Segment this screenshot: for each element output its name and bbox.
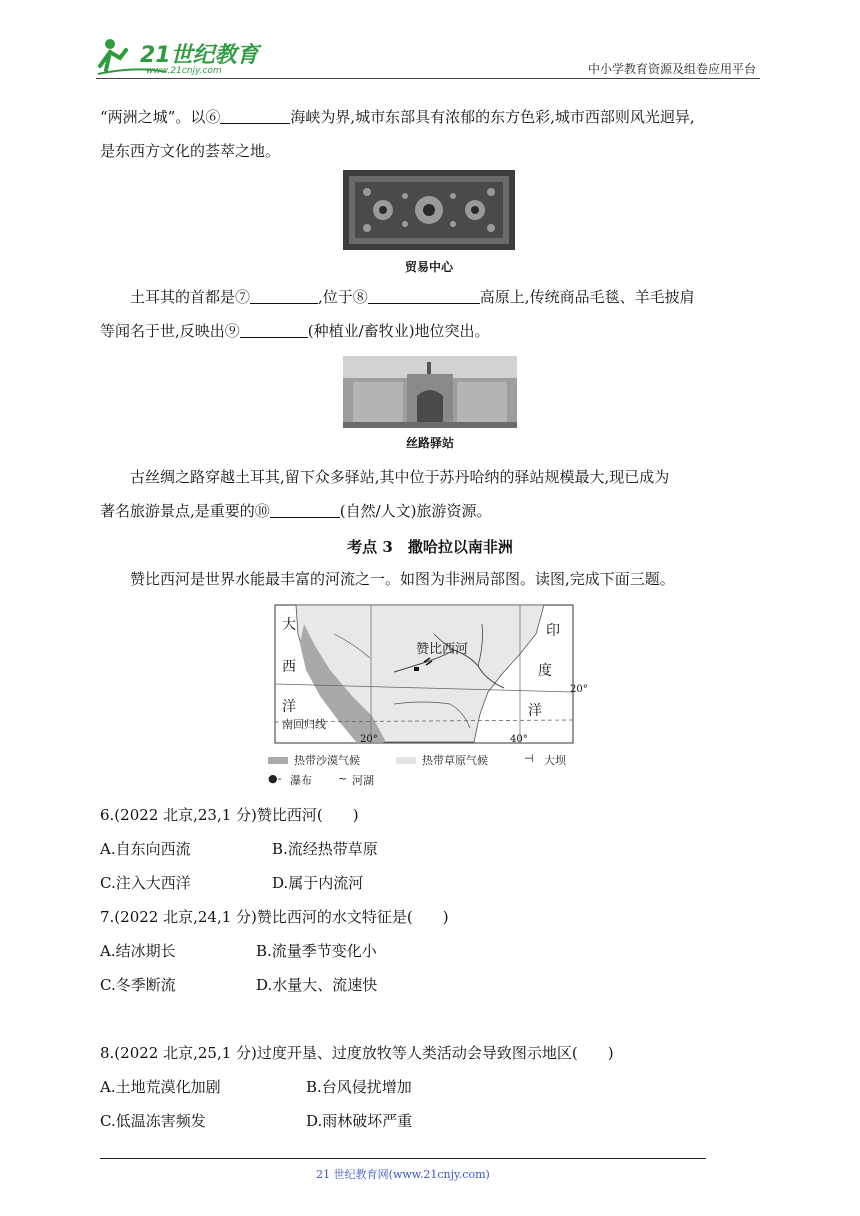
option-7a[interactable]: A.结冰期长 [100,942,176,960]
para-text: 高原上,传统商品毛毯、羊毛披肩 [479,288,695,306]
para-text: 古丝绸之路穿越土耳其,留下众多驿站,其中位于苏丹哈纳的驿站规模最大,现已成为 [130,468,670,486]
map-label-river: 赞比西河 [416,642,469,657]
legend-savanna-swatch [396,757,416,764]
paragraph-istanbul [100,100,764,168]
blank-8[interactable] [368,288,480,304]
map-legend [268,752,588,792]
para-text: 赞比西河是世界水能最丰富的河流之一。如图为非洲局部图。读图,完成下面三题。 [130,570,675,588]
map-label-indian: 洋 [528,703,542,719]
legend-savanna: 热带草原气候 [422,754,488,767]
figure-caption-trade: 贸易中心 [404,260,453,274]
map-label-lon20: 20° [360,734,378,745]
paragraph-silkroad [100,460,764,494]
option-8d[interactable]: D.雨林破坏严重 [306,1112,413,1130]
section-title: 考点 3 撒哈拉以南非洲 [347,538,513,556]
blank-6[interactable] [220,108,290,124]
para-text: 海峡为界,城市东部具有浓郁的东方色彩,城市西部则风光迥异, [290,108,695,126]
legend-desert-swatch [268,757,288,764]
option-7c[interactable]: C.冬季断流 [100,976,176,994]
option-6d[interactable]: D.属于内流河 [272,874,364,892]
legend-river: 河湖 [352,774,374,787]
blank-10[interactable] [270,502,340,518]
footer-divider [100,1158,706,1159]
waterfall-icon: ●- [268,772,282,785]
option-7d[interactable]: D.水量大、流速快 [256,976,378,994]
para-text: (自然/人文)旅游资源。 [339,502,492,520]
map-label-atlantic: 西 [282,659,296,675]
figure-caption-silkroad: 丝路驿站 [405,436,454,450]
map-label-indian: 度 [538,663,552,679]
paragraph-capital-2 [100,314,764,348]
question-8: 8.(2022 北京,25,1 分)过度开垦、过度放牧等人类活动会导致图示地区( ) [100,1044,614,1062]
option-6b[interactable]: B.流经热带草原 [272,840,378,858]
caravanserai-image [343,356,517,428]
footer-link[interactable]: 21 世纪教育网(www.21cnjy.com) [316,1168,490,1181]
legend-waterfall: 瀑布 [290,774,312,787]
map-label-atlantic: 洋 [282,699,296,715]
para-text: “两洲之城”。以⑥ [100,108,221,126]
intro-text [100,562,764,596]
site-logo [96,36,266,80]
dam-icon: ⊣ [524,752,534,765]
question-6: 6.(2022 北京,23,1 分)赞比西河( ) [100,806,359,824]
africa-map [274,604,588,745]
platform-title: 中小学教育资源及组卷应用平台 [587,62,756,76]
logo-url: www.21cnjy.com [146,66,222,76]
map-label-lon40: 40° [510,734,528,745]
option-6c[interactable]: C.注入大西洋 [100,874,191,892]
map-label-lat20: 20° [570,684,588,695]
option-8b[interactable]: B.台风侵扰增加 [306,1078,412,1096]
paragraph-silkroad-2 [100,494,764,528]
para-text: 等闻名于世,反映出⑨ [100,322,240,340]
map-label-indian: 印 [546,623,560,639]
paragraph-capital [100,280,764,314]
question-7: 7.(2022 北京,24,1 分)赞比西河的水文特征是( ) [100,908,449,926]
legend-desert: 热带沙漠气候 [294,754,360,767]
para-text: 是东西方文化的荟萃之地。 [100,142,281,160]
header-divider [96,78,760,79]
map-label-atlantic: 大 [282,617,296,633]
legend-dam: 大坝 [544,754,566,767]
option-7b[interactable]: B.流量季节变化小 [256,942,377,960]
para-text: 土耳其的首都是⑦ [130,288,251,306]
option-8a[interactable]: A.土地荒漠化加剧 [100,1078,221,1096]
carpet-image [343,170,515,250]
logo-text: 21世纪教育 [140,43,259,68]
blank-7[interactable] [250,288,318,304]
map-label-tropic: 南回归线 [282,718,326,731]
option-6a[interactable]: A.自东向西流 [100,840,191,858]
river-icon: ~ [338,772,348,785]
para-text: 著名旅游景点,是重要的⑩ [100,502,270,520]
para-text: ,位于⑧ [318,288,368,306]
blank-9[interactable] [240,322,308,338]
para-text: (种植业/畜牧业)地位突出。 [307,322,490,340]
option-8c[interactable]: C.低温冻害频发 [100,1112,206,1130]
